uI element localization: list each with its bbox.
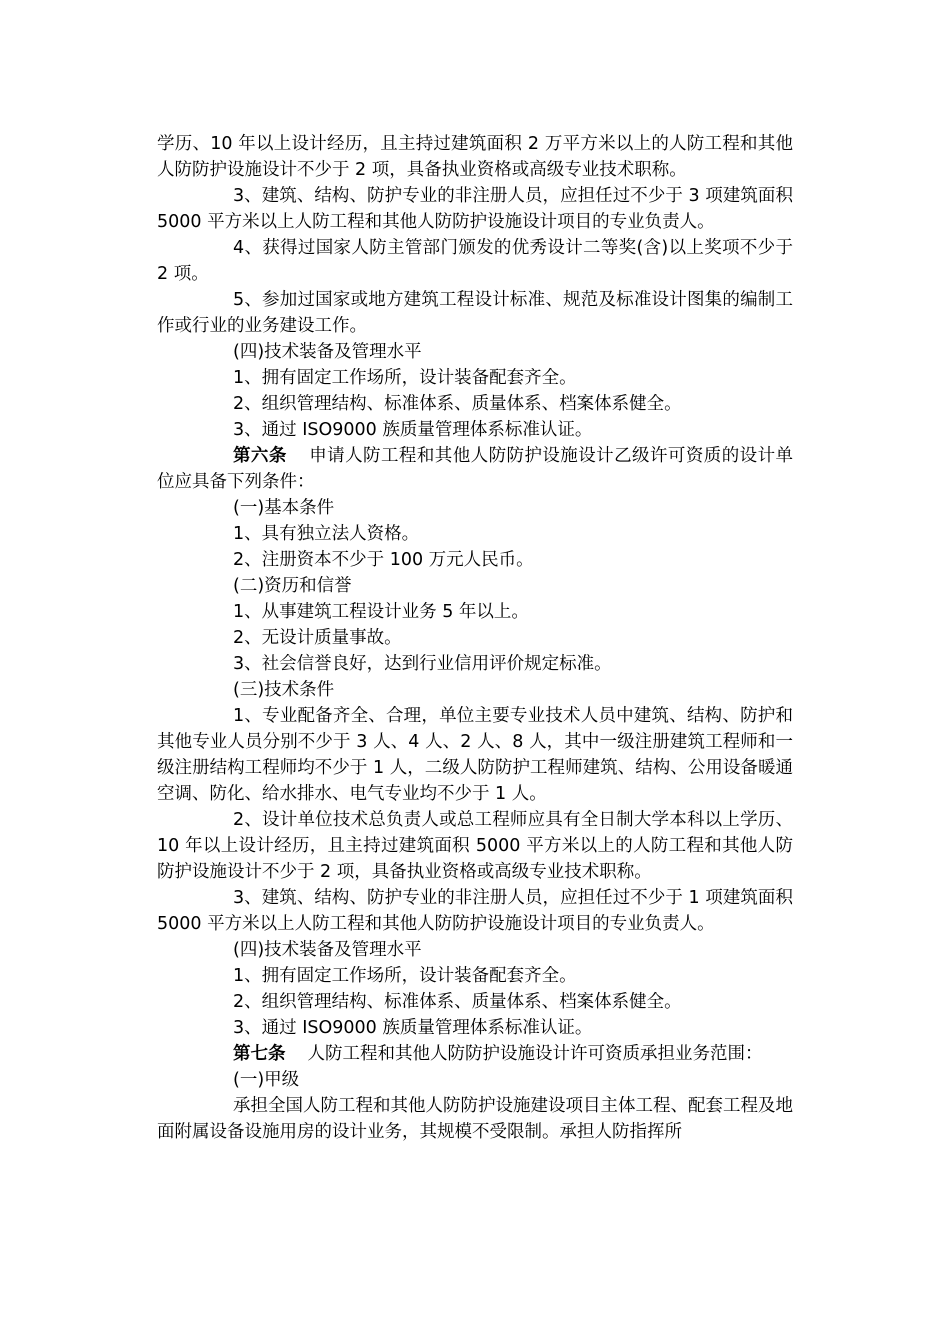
article-paragraph [157,1041,793,1067]
article-number: 第七条 [233,1044,286,1064]
paragraph: 1、从事建筑工程设计业务 5 年以上。 [233,602,529,622]
section-heading: (四)技术装备及管理水平 [233,940,422,960]
section-heading: (四)技术装备及管理水平 [233,342,422,362]
paragraph: 3、社会信誉良好，达到行业信用评价规定标准。 [233,654,612,674]
paragraph: 2、设计单位技术总负责人或总工程师应具有全日制大学本科以上学历、10 年以上设计经历，且主持过建筑面积 5000 平方米以上的人防工程和其他人防防护设施设计不少于 2 项，具备执业资格或高级专业技术职称。 [157,810,793,882]
paragraph: 4、获得过国家人防主管部门颁发的优秀设计二等奖(含)以上奖项不少于 2 项。 [157,238,793,284]
paragraph: 3、通过 ISO9000 族质量管理体系标准认证。 [233,420,593,440]
article-paragraph [157,443,793,495]
paragraph: 2、组织管理结构、标准体系、质量体系、档案体系健全。 [233,992,682,1012]
section-heading: (一)基本条件 [233,498,335,518]
article-text: 人防工程和其他人防防护设施设计许可资质承担业务范围： [307,1044,763,1064]
paragraph: 承担全国人防工程和其他人防防护设施建设项目主体工程、配套工程及地面附属设备设施用房的设计业务，其规模不受限制。承担人防指挥所 [157,1096,793,1142]
paragraph: 3、通过 ISO9000 族质量管理体系标准认证。 [233,1018,593,1038]
paragraph: 2、组织管理结构、标准体系、质量体系、档案体系健全。 [233,394,682,414]
paragraph: 1、拥有固定工作场所，设计装备配套齐全。 [233,966,577,986]
section-heading: (一)甲级 [233,1070,300,1090]
paragraph: 1、具有独立法人资格。 [233,524,420,544]
paragraph: 1、专业配备齐全、合理，单位主要专业技术人员中建筑、结构、防护和其他专业人员分别不少于 3 人、4 人、2 人、8 人，其中一级注册建筑工程师和一级注册结构工程师均不少于 1 人，二级人防防护工程师建筑、结构、公用设备暖通空调、防化、给水排水、电气专业均不少于 1 人。 [157,706,793,804]
section-heading: (二)资历和信誉 [233,576,352,596]
document-page [157,131,793,1145]
article-text: 申请人防工程和其他人防防护设施设计乙级许可资质的设计单位应具备下列条件： [157,446,794,492]
paragraph: 3、建筑、结构、防护专业的非注册人员，应担任过不少于 1 项建筑面积 5000 平方米以上人防工程和其他人防防护设施设计项目的专业负责人。 [157,888,793,934]
paragraph: 2、无设计质量事故。 [233,628,402,648]
paragraph: 学历、10 年以上设计经历，且主持过建筑面积 2 万平方米以上的人防工程和其他人防防护设施设计不少于 2 项，具备执业资格或高级专业技术职称。 [157,134,793,180]
article-number: 第六条 [233,446,287,466]
paragraph: 5、参加过国家或地方建筑工程设计标准、规范及标准设计图集的编制工作或行业的业务建设工作。 [157,290,793,336]
section-heading: (三)技术条件 [233,680,335,700]
paragraph: 1、拥有固定工作场所，设计装备配套齐全。 [233,368,577,388]
paragraph: 2、注册资本不少于 100 万元人民币。 [233,550,534,570]
paragraph: 3、建筑、结构、防护专业的非注册人员，应担任过不少于 3 项建筑面积 5000 平方米以上人防工程和其他人防防护设施设计项目的专业负责人。 [157,186,793,232]
